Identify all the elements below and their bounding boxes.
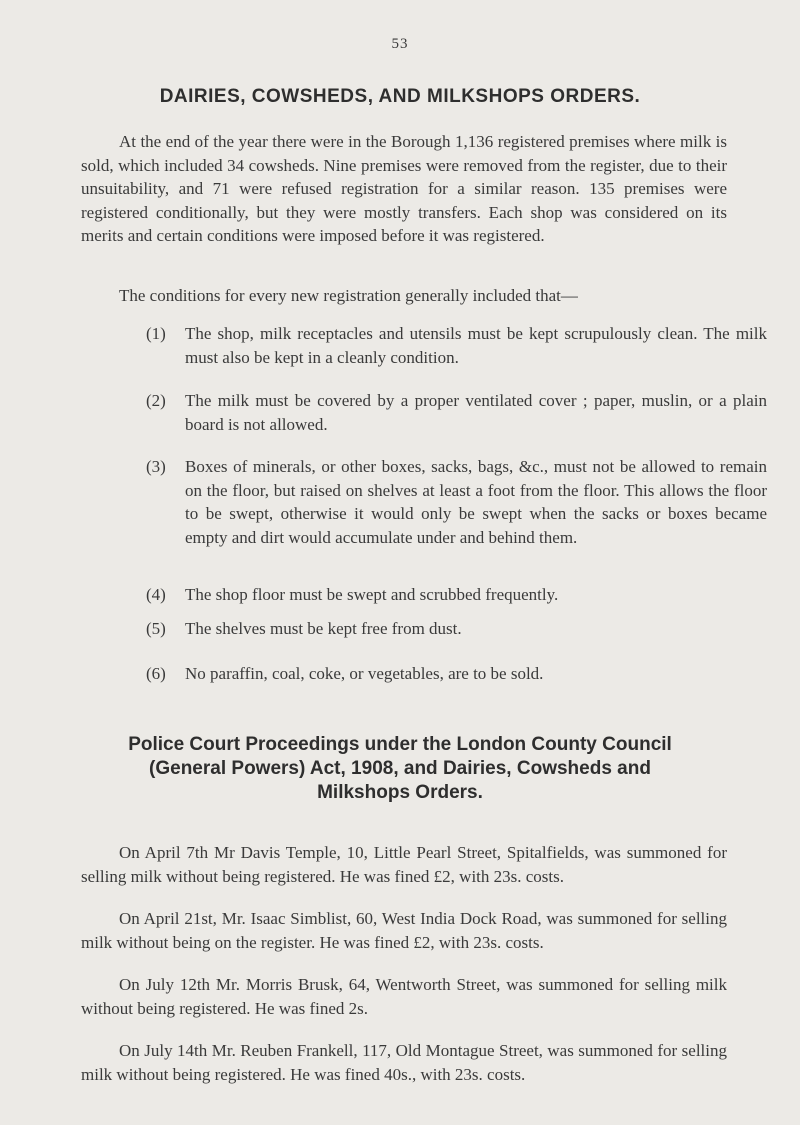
condition-text: The milk must be covered by a proper ventilated cover ; paper, muslin, or a plain board is not allowed. [185, 391, 767, 434]
page-number: 53 [391, 36, 409, 52]
condition-item [146, 389, 767, 436]
condition-item [146, 583, 767, 607]
condition-text: Boxes of minerals, or other boxes, sacks, bags, &c., must not be allowed to remain on the floor, but raised on shelves at least a foot from the floor. This allows the floor to be swept, otherwise it would only be swept when the sacks or boxes became empty and dirt would accumulate under and behind them. [185, 457, 767, 547]
condition-number: (3) [146, 457, 166, 476]
condition-item [146, 455, 767, 549]
intro-paragraph: At the end of the year there were in the Borough 1,136 registered premises where milk is sold, which included 34 cowsheds. Nine premises were removed from the register, due to their unsuitability, and 71 were refused registration for a similar reason. 135 premises were registered conditionally, but they were mostly transfers. Each shop was considered on its merits and certain conditions were imposed before it was registered. [81, 132, 727, 245]
condition-text: The shop floor must be swept and scrubbed frequently. [185, 585, 559, 604]
condition-number: (4) [146, 585, 166, 604]
condition-number: (6) [146, 664, 166, 683]
condition-text: The shelves must be kept free from dust. [185, 619, 462, 638]
condition-item [146, 662, 767, 686]
section-heading: DAIRIES, COWSHEDS, AND MILKSHOPS ORDERS. [159, 86, 641, 107]
conditions-lead: The conditions for every new registration generally included that— [119, 286, 578, 305]
condition-number: (1) [146, 324, 166, 343]
proceedings-heading: Police Court Proceedings under the London County Council (General Powers) Act, 1908, and Dairies, Cowsheds and Milkshops Orders. [128, 734, 672, 803]
condition-item [146, 617, 767, 641]
case-paragraph: On April 21st, Mr. Isaac Simblist, 60, West India Dock Road, was summoned for selling milk without being on the register. He was fined £2, with 23s. costs. [81, 909, 727, 952]
case-paragraph: On July 12th Mr. Morris Brusk, 64, Wentworth Street, was summoned for selling milk without being registered. He was fined 2s. [81, 975, 727, 1018]
case-paragraph: On April 7th Mr Davis Temple, 10, Little Pearl Street, Spitalfields, was summoned for selling milk without being registered. He was fined £2, with 23s. costs. [81, 843, 727, 886]
condition-number: (2) [146, 391, 166, 410]
condition-number: (5) [146, 619, 166, 638]
condition-item [146, 322, 767, 369]
case-paragraph: On July 14th Mr. Reuben Frankell, 117, Old Montague Street, was summoned for selling milk without being registered. He was fined 40s., with 23s. costs. [81, 1041, 727, 1084]
condition-text: No paraffin, coal, coke, or vegetables, are to be sold. [185, 664, 544, 683]
condition-text: The shop, milk receptacles and utensils must be kept scrupulously clean. The milk must also be kept in a cleanly condition. [185, 324, 767, 367]
